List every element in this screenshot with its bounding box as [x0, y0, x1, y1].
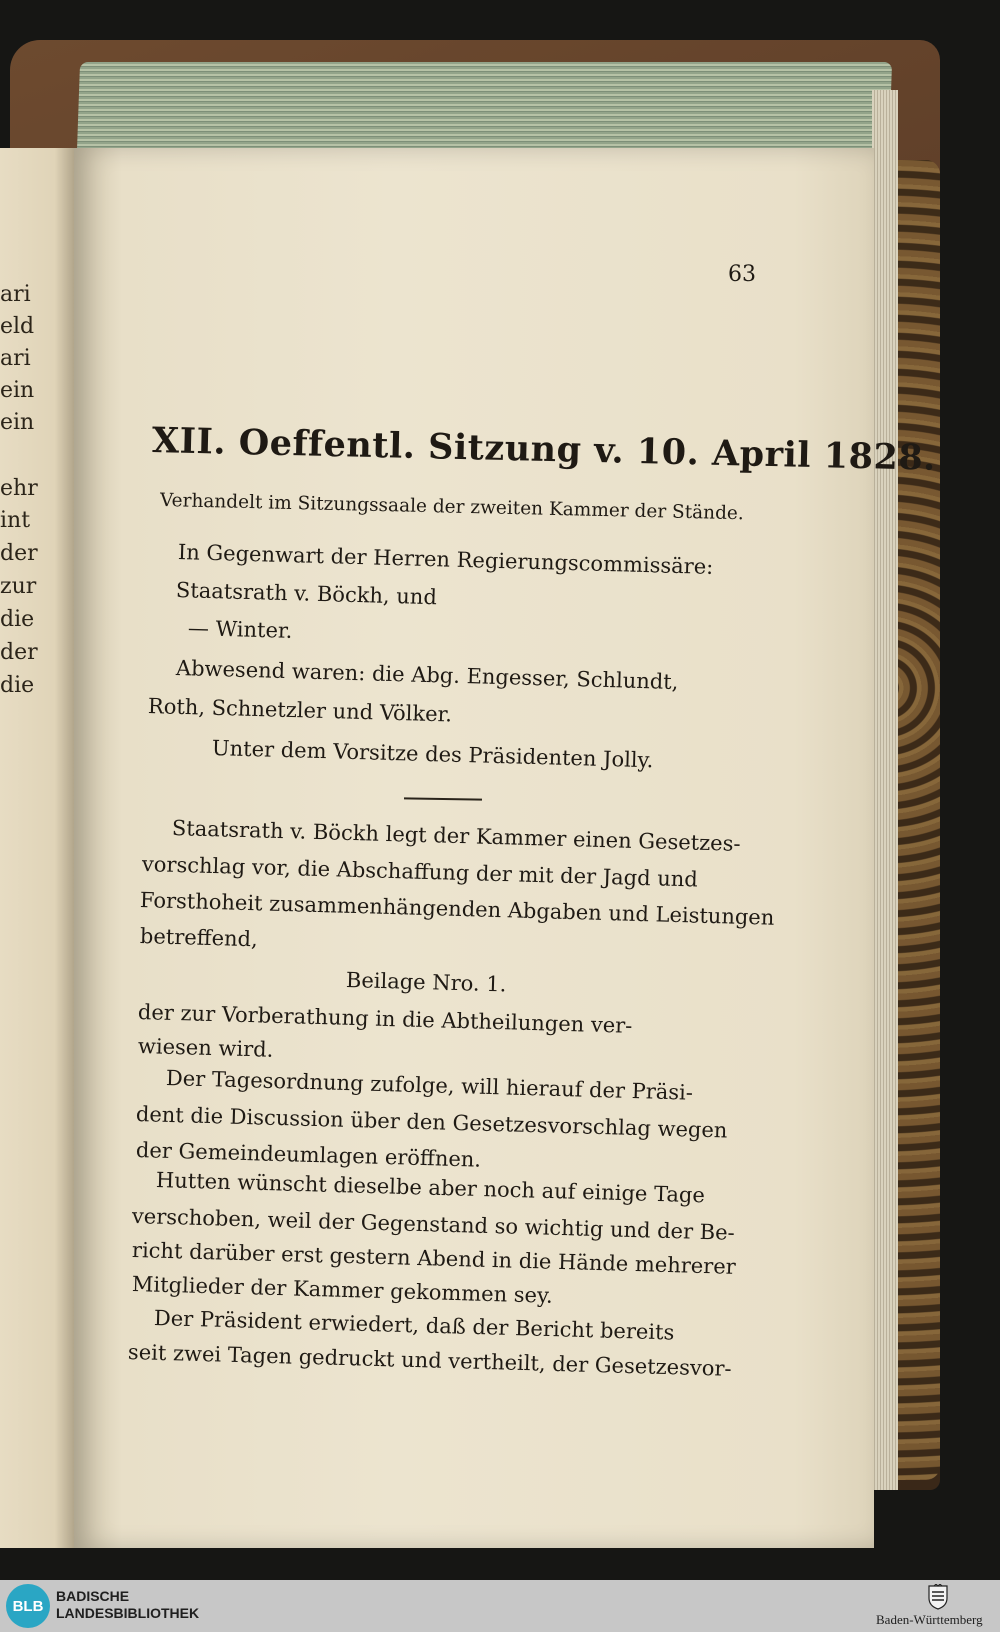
presence-line: — Winter. — [187, 616, 293, 643]
body-line: dent die Discussion über den Gesetzesvorschlag wegen — [135, 1102, 728, 1143]
library-name-line1: BADISCHE — [56, 1588, 130, 1604]
session-title: XII. Oeffentl. Sitzung v. 10. April 1828. — [151, 420, 937, 479]
left-page-fragment: ari — [0, 282, 31, 307]
body-line: Mitglieder der Kammer gekommen sey. — [131, 1272, 554, 1308]
page-edges-side — [872, 90, 898, 1490]
body-line: seit zwei Tagen gedruckt und vertheilt, der Gesetzesvor- — [127, 1340, 732, 1381]
left-page-fragment: int — [0, 508, 31, 533]
body-line: der zur Vorberathung in die Abtheilungen ver- — [137, 1000, 633, 1038]
left-page-fragment: der — [0, 640, 38, 665]
absent-line: Roth, Schnetzler und Völker. — [147, 694, 453, 727]
presence-line: Staatsrath v. Böckh, und — [175, 578, 438, 610]
footer-bar — [0, 1580, 1000, 1632]
attachment-label: Beilage Nro. 1. — [345, 968, 507, 997]
body-line: vorschlag vor, die Abschaffung der mit der Jagd und — [141, 852, 699, 892]
left-page-fragment: zur — [0, 574, 37, 599]
body-line: Staatsrath v. Böckh legt der Kammer einen Gesetzes- — [171, 816, 741, 856]
library-name-line2: LANDESBIBLIOTHEK — [56, 1605, 200, 1621]
coat-of-arms-icon — [928, 1584, 948, 1610]
body-line: Der Tagesordnung zufolge, will hierauf der Präsi- — [165, 1066, 694, 1105]
left-page — [0, 148, 78, 1548]
absent-line: Abwesend waren: die Abg. Engesser, Schlundt, — [175, 656, 679, 695]
body-line: betreffend, — [139, 924, 259, 952]
president-line: Unter dem Vorsitze des Präsidenten Jolly. — [211, 736, 654, 773]
presence-line: In Gegenwart der Herren Regierungscommissäre: — [177, 540, 714, 579]
blb-logo[interactable]: BLB — [6, 1584, 50, 1628]
left-page-fragment: ari — [0, 346, 31, 371]
left-page-fragment: die — [0, 673, 35, 698]
left-page-fragment: der — [0, 541, 38, 566]
body-line: verschoben, weil der Gegenstand so wichtig und der Be- — [131, 1204, 736, 1245]
left-page-fragment: die — [0, 607, 35, 632]
body-line: Hutten wünscht dieselbe aber noch auf einige Tage — [155, 1168, 706, 1208]
body-line: Forsthoheit zusammenhängenden Abgaben und Leistungen — [139, 888, 775, 930]
left-page-fragment: ehr — [0, 476, 38, 501]
page-number: 63 — [728, 262, 756, 287]
library-name[interactable] — [56, 1588, 199, 1622]
left-page-fragment: eld — [0, 314, 35, 339]
left-page-fragment: ein — [0, 378, 35, 403]
left-page-fragment: ein — [0, 410, 35, 435]
body-line: der Gemeindeumlagen eröffnen. — [135, 1138, 482, 1172]
session-subtitle: Verhandelt im Sitzungssaale der zweiten Kammer der Stände. — [159, 490, 744, 525]
body-line: richt darüber erst gestern Abend in die Hände mehrerer — [131, 1238, 737, 1279]
partner-name[interactable]: Baden-Württemberg — [876, 1612, 983, 1627]
body-line: Der Präsident erwiedert, daß der Bericht bereits — [153, 1306, 675, 1345]
body-line: wiesen wird. — [137, 1034, 274, 1062]
